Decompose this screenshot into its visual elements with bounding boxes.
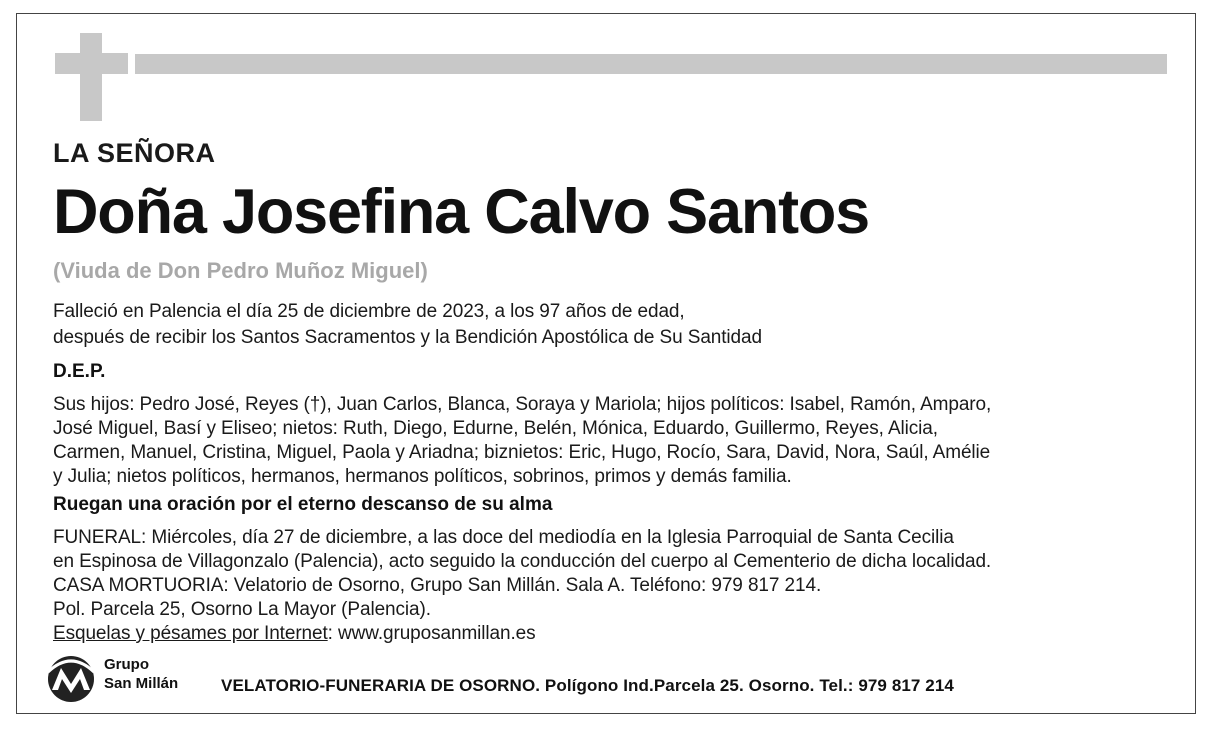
- death-line-2: después de recibir los Santos Sacramentos y la Bendición Apostólica de Su Santidad: [53, 327, 762, 348]
- footer-address: VELATORIO-FUNERARIA DE OSORNO. Polígono Ind.Parcela 25. Osorno. Tel.: 979 817 214: [221, 676, 954, 695]
- internet-url[interactable]: www.gruposanmillan.es: [338, 623, 536, 644]
- cross-icon: [80, 33, 102, 121]
- logo-text-line-1: Grupo: [104, 656, 149, 673]
- family-line-3: Carmen, Manuel, Cristina, Miguel, Paola y Ariadna; biznietos: Eric, Hugo, Rocío, Sara, David, Nora, Saúl, Amélie: [53, 442, 991, 463]
- family-line-4: y Julia; nietos políticos, hermanos, hermanos políticos, sobrinos, primos y demás familia.: [53, 466, 792, 487]
- funeral-line-4: Pol. Parcela 25, Osorno La Mayor (Palencia).: [53, 599, 431, 620]
- funeral-line-2: en Espinosa de Villagonzalo (Palencia), acto seguido la conducción del cuerpo al Cementerio de dicha localidad.: [53, 551, 992, 572]
- prayer-line: Ruegan una oración por el eterno descanso de su alma: [53, 494, 553, 515]
- family-line-1: Sus hijos: Pedro José, Reyes (†), Juan Carlos, Blanca, Soraya y Mariola; hijos políticos: Isabel, Ramón, Amparo,: [53, 394, 992, 415]
- grupo-san-millan-logo-icon: [46, 654, 96, 704]
- dep-label: D.E.P.: [53, 361, 106, 382]
- widow-note: (Viuda de Don Pedro Muñoz Miguel): [53, 258, 428, 283]
- internet-separator: :: [327, 623, 339, 644]
- cross-icon-arm: [55, 53, 128, 74]
- funeral-line-1: FUNERAL: Miércoles, día 27 de diciembre, a las doce del mediodía en la Iglesia Parroquial de Santa Cecilia: [53, 527, 954, 548]
- internet-line: [53, 623, 536, 645]
- logo-text-line-2: San Millán: [104, 675, 179, 692]
- funeral-line-3: CASA MORTUORIA: Velatorio de Osorno, Grupo San Millán. Sala A. Teléfono: 979 817 214.: [53, 575, 822, 596]
- deceased-name: Doña Josefina Calvo Santos: [53, 177, 870, 247]
- death-line-1: Falleció en Palencia el día 25 de diciembre de 2023, a los 97 años de edad,: [53, 301, 685, 322]
- internet-label[interactable]: Esquelas y pésames por Internet: [53, 623, 328, 644]
- family-line-2: José Miguel, Basí y Eliseo; nietos: Ruth, Diego, Edurne, Belén, Mónica, Eduardo, Guillermo, Reyes, Alicia,: [53, 418, 938, 439]
- header-rule: [135, 54, 1167, 74]
- lead-title: LA SEÑORA: [53, 138, 216, 168]
